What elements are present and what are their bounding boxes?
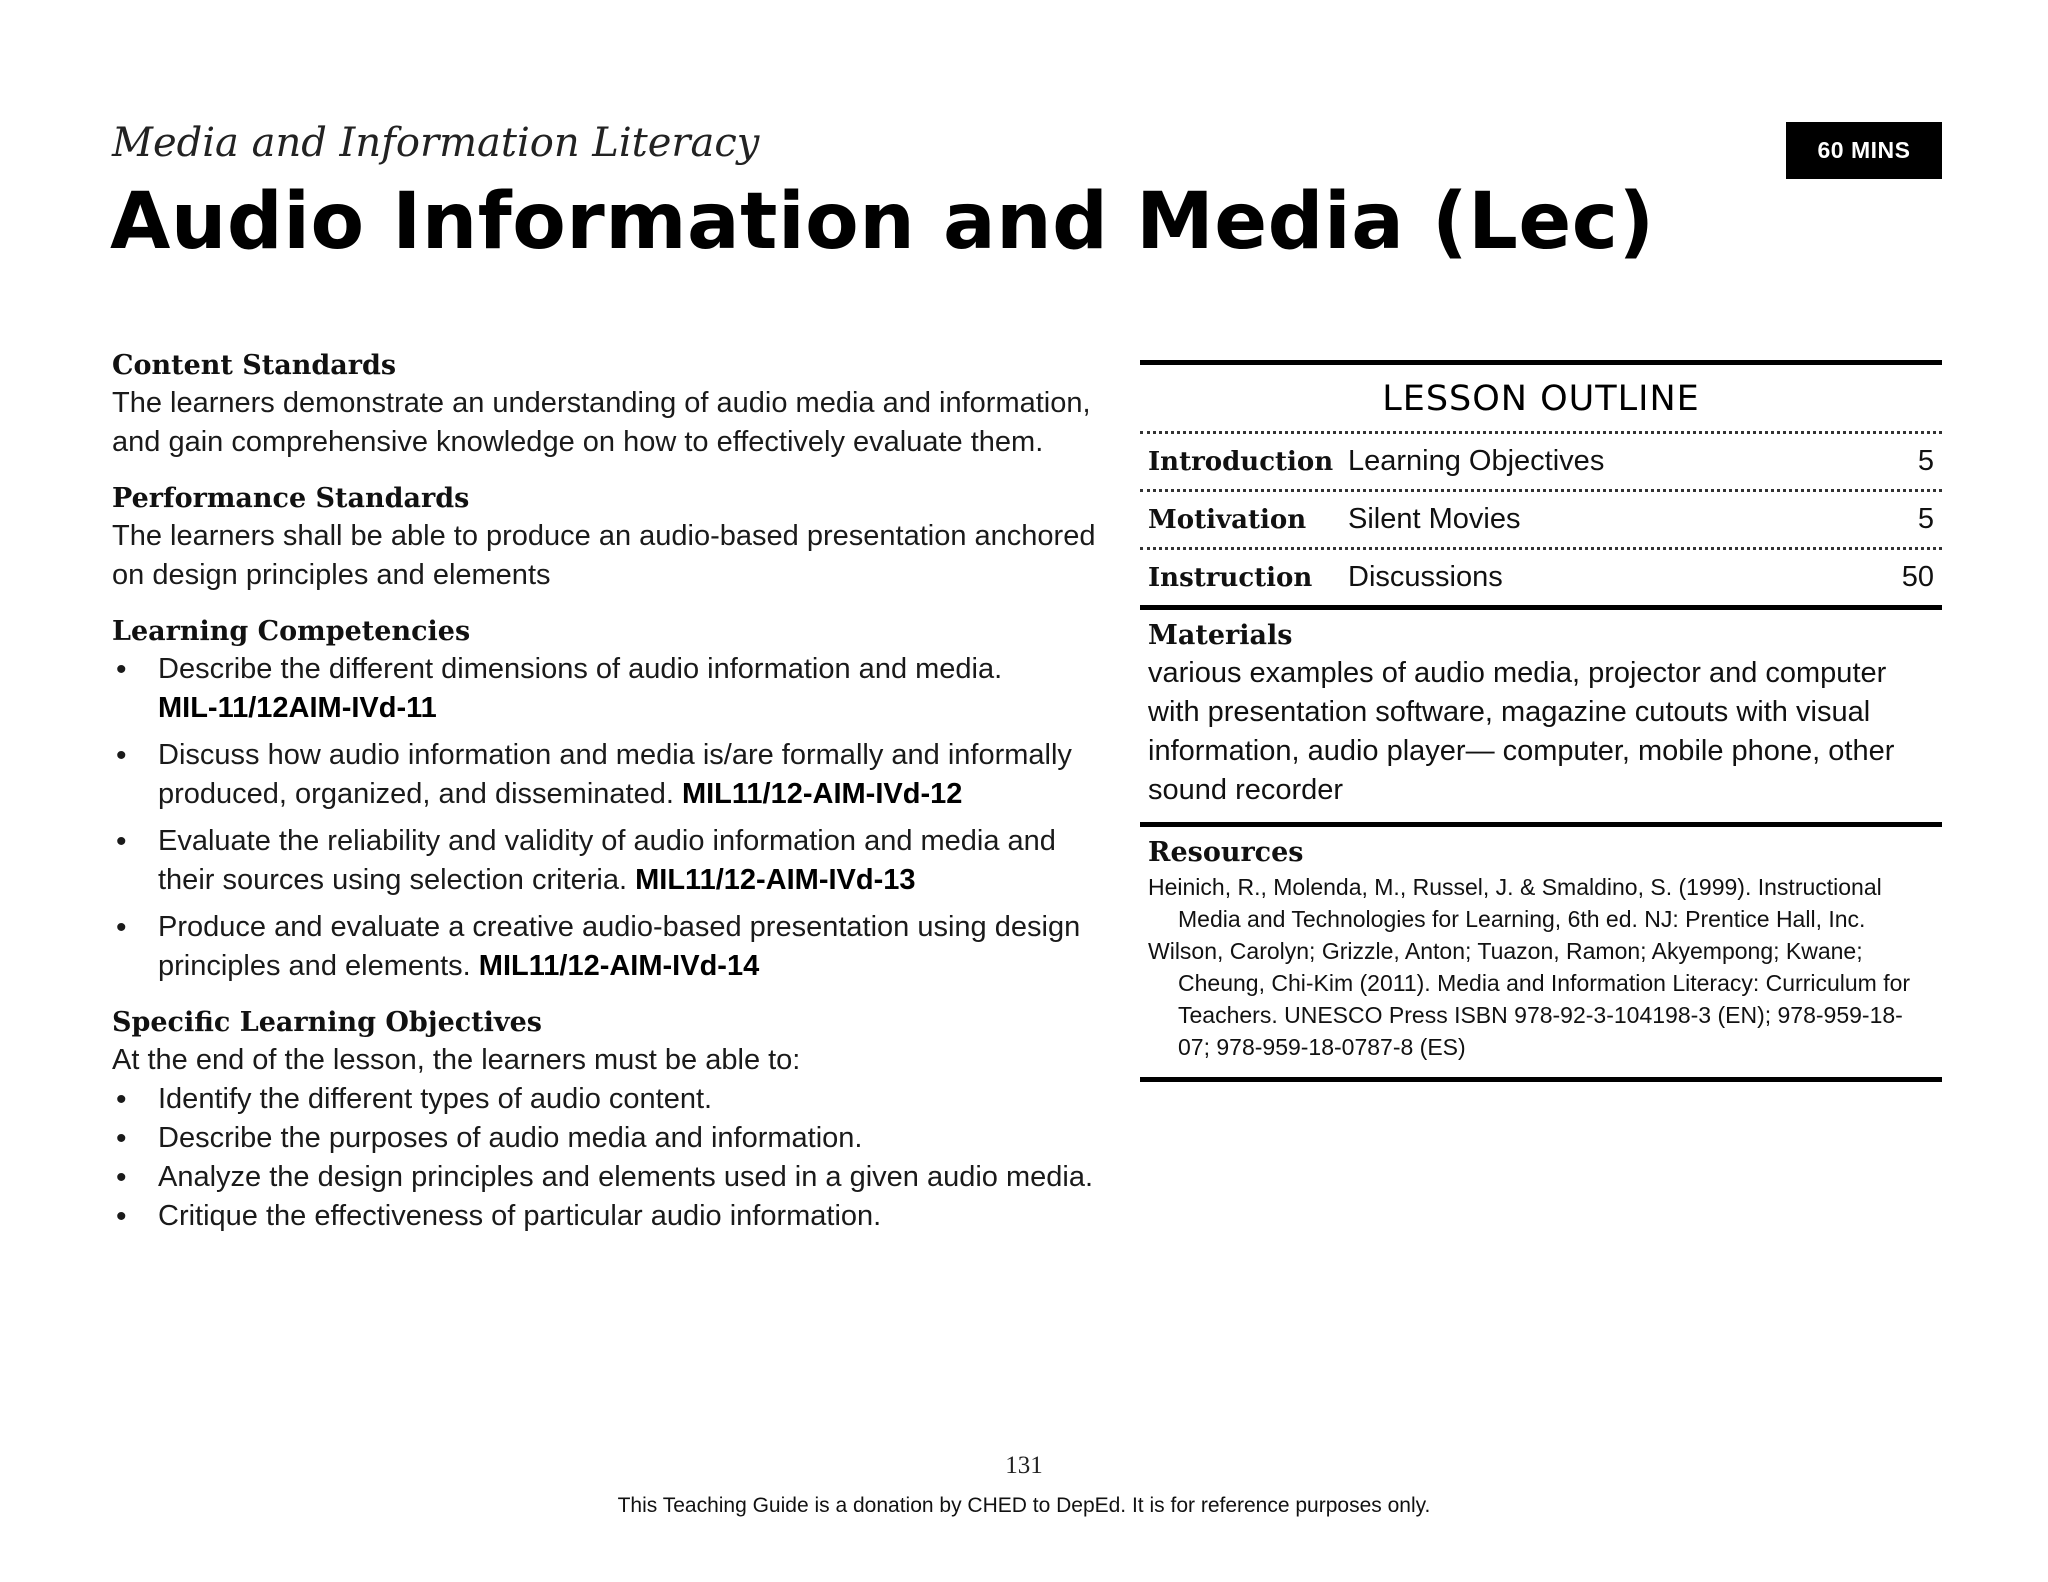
specific-objectives-intro: At the end of the lesson, the learners must be able to: — [112, 1044, 801, 1076]
competency-code: MIL11/12-AIM-IVd-13 — [635, 864, 916, 896]
competency-text: Describe the different dimensions of audio information and media. — [158, 653, 1003, 685]
competency-list — [112, 650, 1112, 986]
performance-standards-section — [112, 481, 1112, 595]
outline-minutes: 50 — [1901, 561, 1934, 593]
resource-reference: Wilson, Carolyn; Grizzle, Anton; Tuazon, Ramon; Akyempong; Kwane; Cheung, Chi-Kim (2011). Media and Information Literacy: Curriculum for Teachers. UNESCO Press ISBN 978-92-3-104198-3 (EN); 978-959-18-07; 978-959-18-0787-8 (ES) — [1148, 938, 1911, 1060]
competency-text: Produce and evaluate a creative audio-based presentation using design principles and elements. — [158, 911, 1081, 982]
page-title: Audio Information and Media (Lec) — [110, 177, 1655, 267]
resources-section — [1140, 827, 1942, 1077]
outline-topic: Discussions — [1348, 561, 1503, 593]
outline-topic: Silent Movies — [1348, 503, 1521, 535]
competency-text: Evaluate the reliability and validity of audio information and media and their sources using selection criteria. — [158, 825, 1056, 896]
competency-text: Discuss how audio information and media is/are formally and informally produced, organized, and disseminated. — [158, 739, 1072, 810]
learning-competencies-section — [112, 614, 1112, 986]
materials-heading: Materials — [1148, 620, 1293, 651]
competency-code: MIL-11/12AIM-IVd-11 — [158, 692, 437, 724]
content-standards-section — [112, 348, 1112, 462]
materials-section — [1140, 610, 1942, 822]
duration-badge: 60 MINS — [1786, 122, 1942, 179]
list-item: • Identify the different types of audio content. — [112, 1080, 1112, 1119]
outline-row — [1140, 550, 1942, 605]
performance-standards-heading: Performance Standards — [112, 483, 470, 514]
learning-competencies-heading: Learning Competencies — [112, 616, 471, 647]
materials-text: various examples of audio media, projector and computer with presentation software, magazine cutouts with visual information, audio player— computer, mobile phone, other sound recorder — [1148, 657, 1895, 806]
specific-objectives-heading: Specific Learning Objectives — [112, 1007, 542, 1038]
content-standards-heading: Content Standards — [112, 350, 397, 381]
competency-code: MIL11/12-AIM-IVd-14 — [478, 950, 760, 982]
subject-title: Media and Information Literacy — [112, 120, 760, 166]
performance-standards-text: The learners shall be able to produce an audio-based presentation anchored on design principles and elements — [112, 520, 1096, 591]
list-item — [112, 822, 1112, 900]
resource-reference: Heinich, R., Molenda, M., Russel, J. & Smaldino, S. (1999). Instructional Media and Technologies for Learning, 6th ed. NJ: Prentice Hall, Inc. — [1148, 874, 1882, 932]
outline-topic: Learning Objectives — [1348, 445, 1605, 477]
outline-label: Introduction — [1148, 446, 1334, 477]
lesson-outline-title: LESSON OUTLINE — [1382, 379, 1700, 419]
list-item — [112, 650, 1112, 728]
outline-row — [1140, 492, 1942, 547]
right-column — [1140, 360, 1942, 1082]
left-column — [112, 348, 1112, 1255]
resources-heading: Resources — [1148, 837, 1304, 868]
list-item: • Analyze the design principles and elements used in a given audio media. — [112, 1158, 1112, 1197]
content-standards-text: The learners demonstrate an understanding of audio media and information, and gain comprehensive knowledge on how to effectively evaluate them. — [112, 387, 1091, 458]
outline-label: Motivation — [1148, 504, 1307, 535]
list-item: • Critique the effectiveness of particular audio information. — [112, 1197, 1112, 1236]
list-item — [112, 736, 1112, 814]
specific-objectives-section — [112, 1005, 1112, 1236]
list-item — [112, 908, 1112, 986]
outline-minutes: 5 — [1917, 503, 1934, 535]
list-item: • Describe the purposes of audio media and information. — [112, 1119, 1112, 1158]
footer-note: This Teaching Guide is a donation by CHED to DepEd. It is for reference purposes only. — [617, 1494, 1431, 1517]
outline-label: Instruction — [1148, 562, 1313, 593]
divider — [1140, 1077, 1942, 1082]
competency-code: MIL11/12-AIM-IVd-12 — [681, 778, 963, 810]
outline-minutes: 5 — [1917, 445, 1934, 477]
outline-row — [1140, 434, 1942, 489]
page-number: 131 — [1005, 1452, 1043, 1479]
objectives-list — [112, 1080, 1112, 1236]
